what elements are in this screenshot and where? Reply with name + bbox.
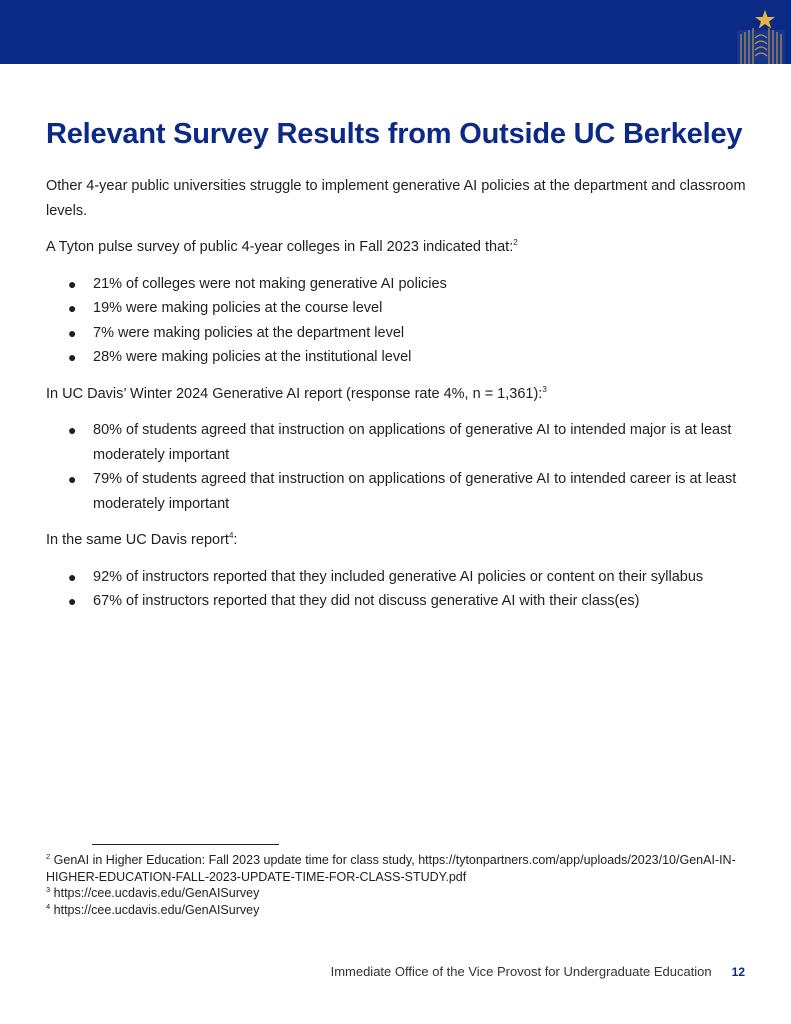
campanile-star-logo-icon [731,8,791,64]
bullet-icon: ● [68,275,77,292]
tyton-lead [46,235,746,260]
list-item [46,345,746,370]
footnote-number: 4 [46,901,51,911]
footnote-text[interactable]: GenAI in Higher Education: Fall 2023 update time for class study, https://tytonpartners.com/app/uploads/2023/10/GenAI-IN-HIGHER-EDUCATION-FALL-2023-UPDATE-TIME-FOR-CLASS-STUDY.pdf [46,853,736,884]
same-report-colon: : [233,532,238,548]
list-item-text: 67% of instructors reported that they did not discuss generative AI with their class(es) [93,593,640,609]
page-number: 12 [731,965,745,979]
footnote-3 [46,885,746,902]
list-item-text: 7% were making policies at the department level [93,324,405,341]
list-item [46,565,746,590]
list-item [46,418,746,467]
bullet-icon: ● [68,471,77,487]
main-content [46,108,746,614]
list-item [46,321,746,346]
list-item [46,589,746,614]
davis-list [46,418,746,516]
footnote-ref-4[interactable]: 4 [228,531,234,541]
bullet-icon: ● [68,593,77,609]
bullet-icon: ● [68,300,77,316]
list-item-text: 19% were making policies at the course level [93,300,383,316]
intro-paragraph: Other 4-year public universities struggle to implement generative AI policies at the department and classroom levels. [46,178,746,219]
list-item-text: 80% of students agreed that instruction on applications of generative AI to intended major is at least moderately important [93,422,732,463]
bullet-icon: ● [68,422,77,438]
bullet-icon: ● [68,349,77,365]
same-report-lead [46,528,746,553]
list-item-text: 79% of students agreed that instruction on applications of generative AI to intended career is at least moderately important [93,471,737,512]
bullet-icon: ● [68,324,77,341]
footnote-link[interactable]: https://cee.ucdavis.edu/GenAISurvey [53,886,260,900]
list-item [46,272,746,297]
tyton-lead-text: A Tyton pulse survey of public 4-year colleges in Fall 2023 indicated that: [46,239,514,255]
list-item [46,296,746,321]
list-item-text: 21% of colleges were not making generative AI policies [93,275,447,292]
bullet-icon: ● [68,568,77,585]
footnotes [46,852,746,918]
page-title: Relevant Survey Results from Outside UC Berkeley [46,118,743,150]
footnote-divider [92,844,279,845]
footnote-number: 3 [46,884,51,894]
footer-office: Immediate Office of the Vice Provost for Undergraduate Education [330,964,712,979]
footnote-4 [46,902,746,919]
davis-lead-text: In UC Davis’ Winter 2024 Generative AI report (response rate 4%, n = 1,361): [46,385,543,402]
same-report-list [46,565,746,614]
list-item [46,467,746,516]
footnote-number: 2 [46,851,51,861]
footnote-link[interactable]: https://cee.ucdavis.edu/GenAISurvey [53,902,260,917]
list-item-text: 92% of instructors reported that they included generative AI policies or content on their syllabus [93,568,704,585]
page-footer [331,963,745,981]
davis-lead [46,382,746,407]
same-report-lead-text: In the same UC Davis report [46,532,229,548]
footnote-ref-3[interactable]: 3 [542,384,547,394]
header-bar [0,0,791,64]
list-item-text: 28% were making policies at the institutional level [93,349,412,365]
tyton-list [46,272,746,370]
footnote-2 [46,852,746,885]
footnote-ref-2[interactable]: 2 [513,238,518,248]
